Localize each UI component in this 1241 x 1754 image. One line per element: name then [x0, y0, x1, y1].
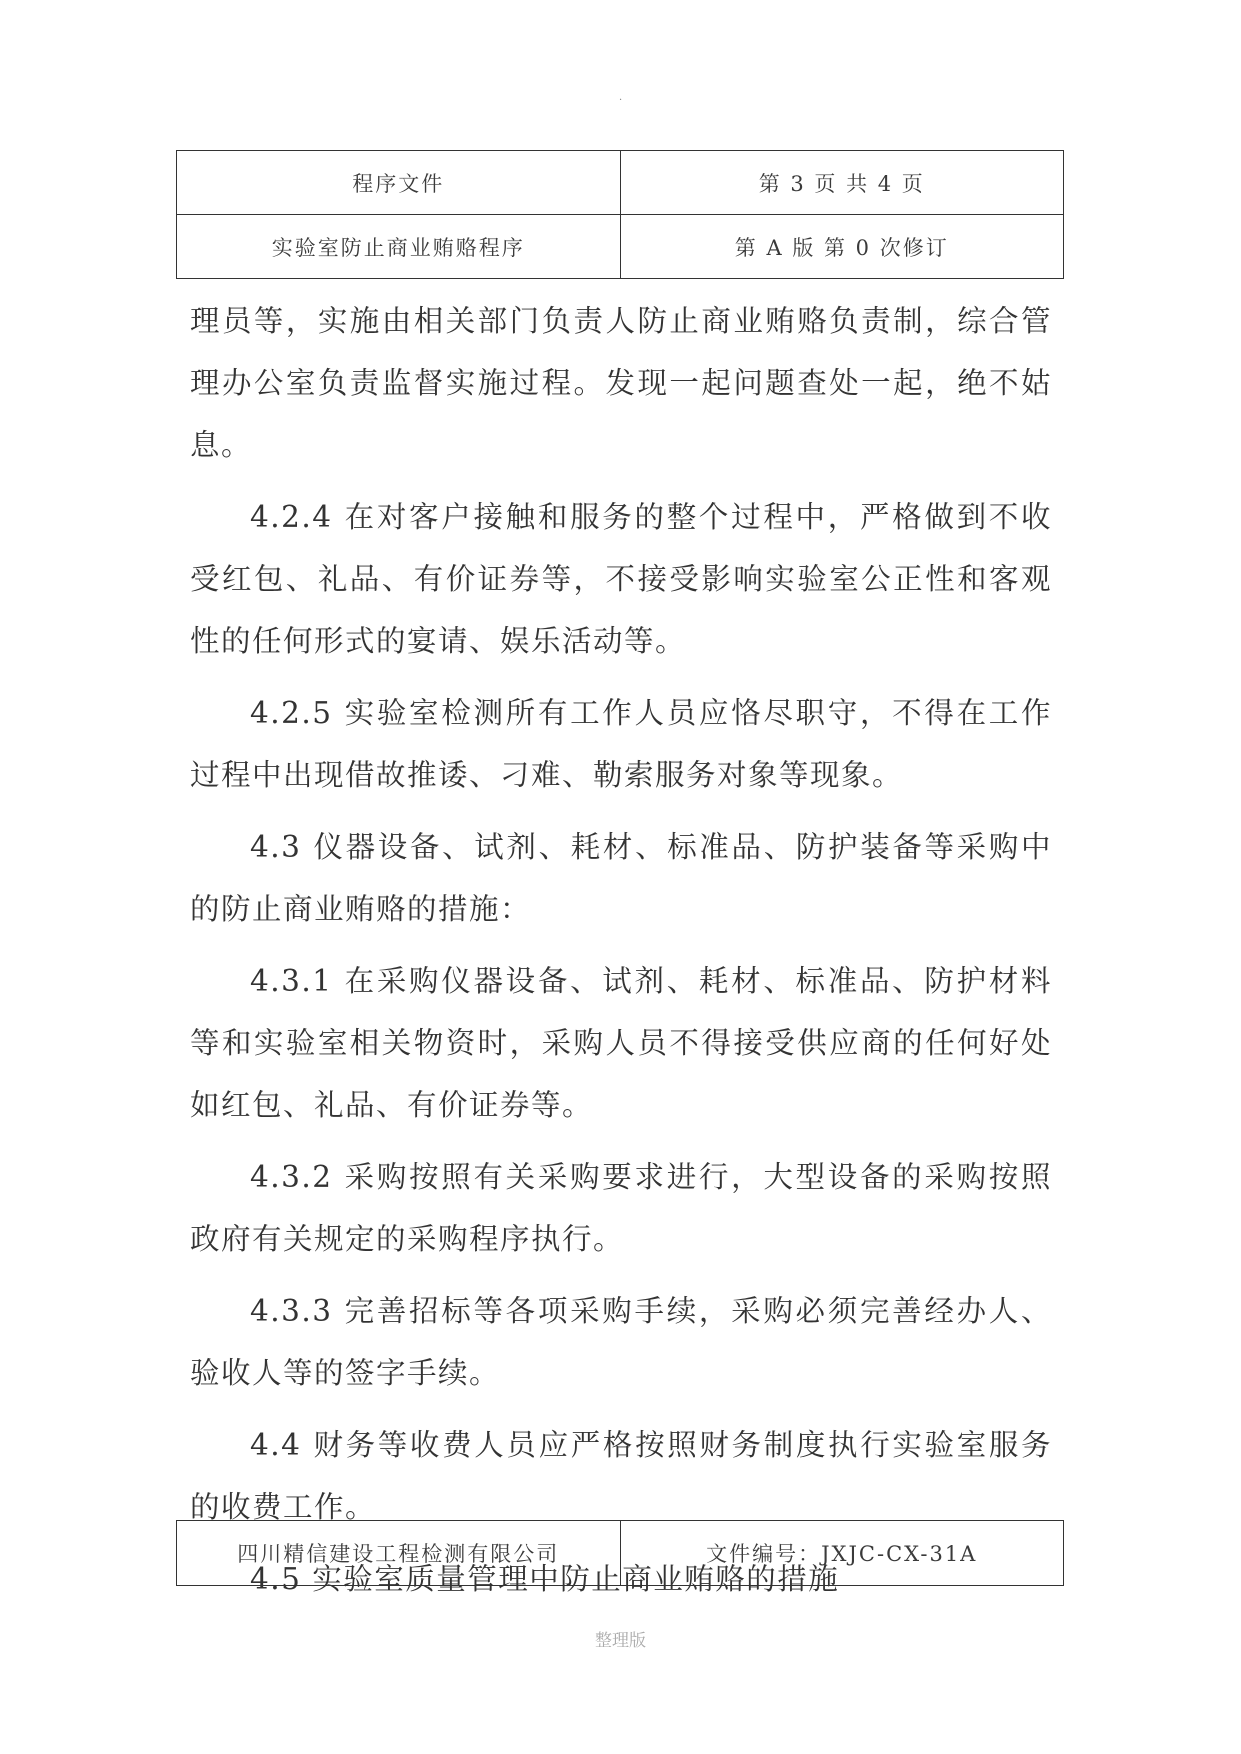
paragraph-4-5: 4.5 实验室质量管理中防止商业贿赂的措施 — [250, 1562, 840, 1596]
paragraph-4-4: 4.4 财务等收费人员应严格按照财务制度执行实验室服务的收费工作。 — [190, 1428, 1052, 1524]
company-name-cell: 四川精信建设工程检测有限公司 — [177, 1521, 621, 1586]
watermark-label: 整理版 — [595, 1631, 646, 1651]
paragraph-continuation: 理员等，实施由相关部门负责人防止商业贿赂负责制，综合管理办公室负责监督实施过程。发现一起问题查处一起，绝不姑息。 — [190, 304, 1052, 462]
procedure-name-cell: 实验室防止商业贿赂程序 — [177, 215, 621, 279]
paragraph-4-3-1: 4.3.1 在采购仪器设备、试剂、耗材、标准品、防护材料等和实验室相关物资时，采购人员不得接受供应商的任何好处如红包、礼品、有价证券等。 — [190, 964, 1052, 1122]
document-header-table — [176, 150, 1064, 279]
footer-row — [177, 1521, 1064, 1586]
paragraph-4-3: 4.3 仪器设备、试剂、耗材、标准品、防护装备等采购中的防止商业贿赂的措施： — [190, 830, 1052, 926]
header-row-2 — [177, 215, 1064, 279]
document-footer-table — [176, 1520, 1064, 1586]
file-number-cell: 文件编号：JXJC-CX-31A — [620, 1521, 1064, 1586]
paragraph-4-3-2: 4.3.2 采购按照有关采购要求进行，大型设备的采购按照政府有关规定的采购程序执行。 — [190, 1160, 1052, 1256]
paragraph-4-2-4: 4.2.4 在对客户接触和服务的整个过程中，严格做到不收受红包、礼品、有价证券等，不接受影响实验室公正性和客观性的任何形式的宴请、娱乐活动等。 — [190, 500, 1052, 658]
top-dot-mark: · — [619, 95, 623, 106]
paragraph-4-3-3: 4.3.3 完善招标等各项采购手续，采购必须完善经办人、验收人等的签字手续。 — [190, 1294, 1052, 1390]
doc-type-cell: 程序文件 — [177, 151, 621, 215]
version-info-cell: 第 A 版 第 0 次修订 — [620, 215, 1064, 279]
page-info-cell: 第 3 页 共 4 页 — [620, 151, 1064, 215]
header-row-1 — [177, 151, 1064, 215]
paragraph-4-2-5: 4.2.5 实验室检测所有工作人员应恪尽职守，不得在工作过程中出现借故推诿、刁难、勒索服务对象等现象。 — [190, 696, 1052, 792]
document-body — [190, 290, 1052, 1618]
